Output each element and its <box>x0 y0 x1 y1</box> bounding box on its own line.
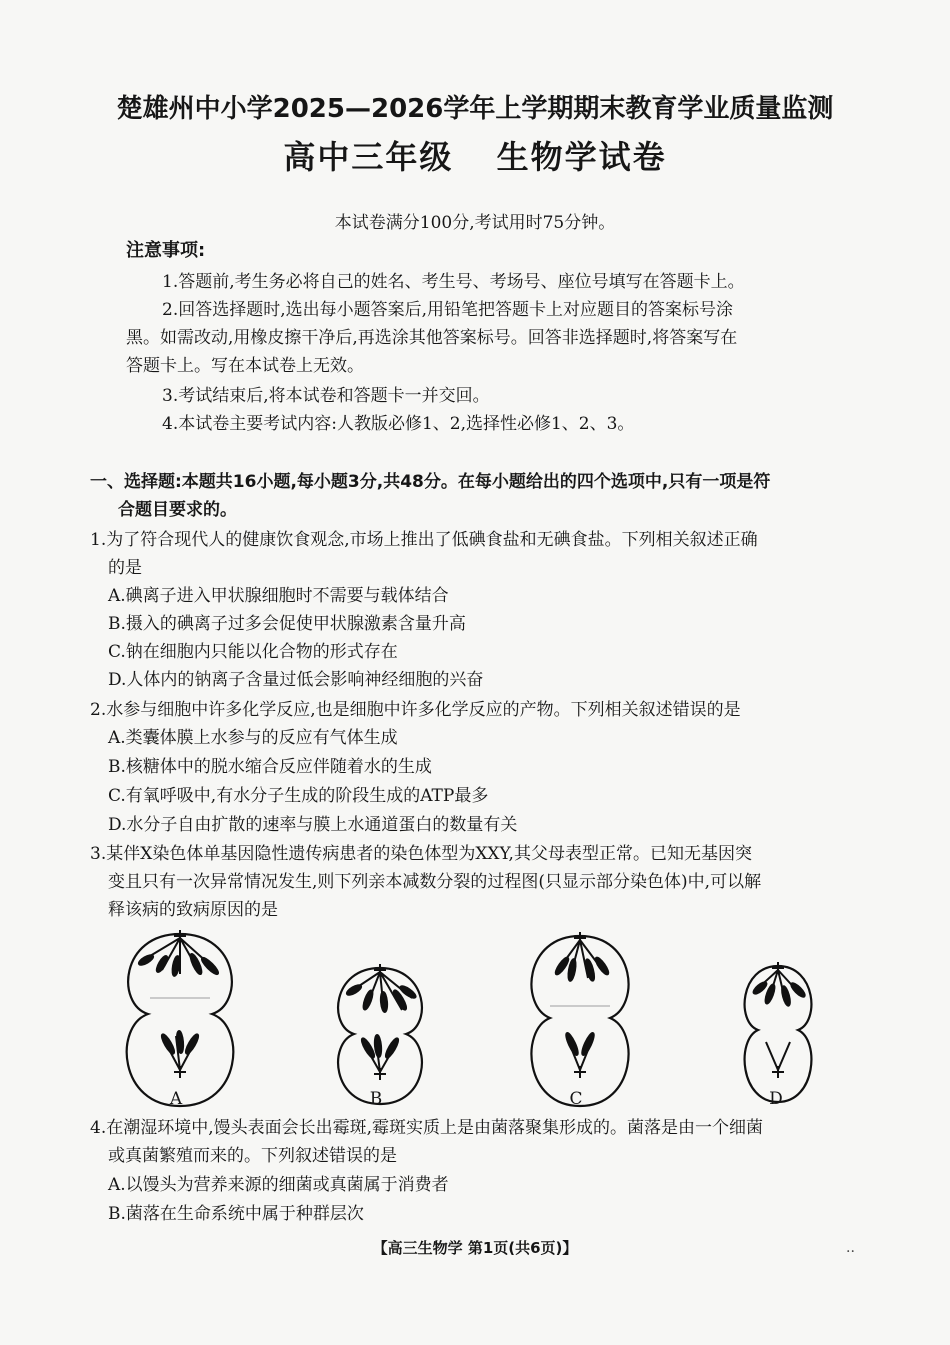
section-heading: 合题目要求的。 <box>118 500 237 520</box>
notice-line: 1.答题前,考生务必将自己的姓名、考生号、考场号、座位号填写在答题卡上。 <box>162 272 745 292</box>
cell-d-outline <box>745 966 812 1102</box>
question-stem: 2.水参与细胞中许多化学反应,也是细胞中许多化学反应的产物。下列相关叙述错误的是 <box>90 700 741 720</box>
option-a: A.类囊体膜上水参与的反应有气体生成 <box>108 728 398 748</box>
notice-heading: 注意事项: <box>126 240 206 261</box>
page-footer: 【高三生物学 第1页(共6页)】 <box>372 1239 578 1257</box>
option-a: A.以馒头为营养来源的细菌或真菌属于消费者 <box>108 1175 449 1195</box>
exam-title-line2: 高中三年级 生物学试卷 <box>283 138 667 176</box>
question-stem: 释该病的致病原因的是 <box>108 900 278 920</box>
notice-line: 3.考试结束后,将本试卷和答题卡一并交回。 <box>162 386 490 406</box>
figure-label-a: A <box>169 1089 183 1109</box>
notice-line: 2.回答选择题时,选出每小题答案后,用铅笔把答题卡上对应题目的答案标号涂 <box>162 300 734 320</box>
option-b: B.摄入的碘离子过多会促使甲状腺激素含量升高 <box>108 614 466 634</box>
option-a: A.碘离子进入甲状腺细胞时不需要与载体结合 <box>108 586 449 606</box>
figure-label-d: D <box>769 1089 783 1109</box>
option-b: B.核糖体中的脱水缩合反应伴随着水的生成 <box>108 757 432 777</box>
question-stem: 1.为了符合现代人的健康饮食观念,市场上推出了低碘食盐和无碘食盐。下列相关叙述正确 <box>90 530 758 550</box>
corner-mark: .. <box>846 1240 855 1256</box>
question-stem: 3.某伴X染色体单基因隐性遗传病患者的染色体型为XXY,其父母表型正常。已知无基因突 <box>90 844 752 864</box>
option-d: D.人体内的钠离子含量过低会影响神经细胞的兴奋 <box>108 670 484 690</box>
option-b: B.菌落在生命系统中属于种群层次 <box>108 1204 364 1224</box>
notice-line: 黑。如需改动,用橡皮擦干净后,再选涂其他答案标号。回答非选择题时,将答案写在 <box>126 328 738 348</box>
option-d: D.水分子自由扩散的速率与膜上水通道蛋白的数量有关 <box>108 815 518 835</box>
section-heading: 一、选择题:本题共16小题,每小题3分,共48分。在每小题给出的四个选项中,只有一项是符 <box>90 472 771 492</box>
notice-line: 4.本试卷主要考试内容:人教版必修1、2,选择性必修1、2、3。 <box>162 414 635 434</box>
question-stem: 的是 <box>108 558 142 578</box>
figure-label-b: B <box>369 1089 383 1109</box>
exam-subtitle: 本试卷满分100分,考试用时75分钟。 <box>334 213 616 233</box>
notice-line: 答题卡上。写在本试卷上无效。 <box>126 356 364 376</box>
figure-label-c: C <box>569 1089 583 1109</box>
question-stem: 变且只有一次异常情况发生,则下列亲本减数分裂的过程图(只显示部分染色体)中,可以解 <box>108 872 762 892</box>
option-c: C.有氧呼吸中,有水分子生成的阶段生成的ATP最多 <box>108 786 489 806</box>
option-c: C.钠在细胞内只能以化合物的形式存在 <box>108 642 398 662</box>
cell-c-outline <box>531 936 628 1106</box>
question-stem: 或真菌繁殖而来的。下列叙述错误的是 <box>108 1146 397 1166</box>
exam-title-line1: 楚雄州中小学2025—2026学年上学期期末教育学业质量监测 <box>116 94 834 124</box>
question-stem: 4.在潮湿环境中,馒头表面会长出霉斑,霉斑实质上是由菌落聚集形成的。菌落是由一个细菌 <box>90 1118 764 1138</box>
meiosis-figure <box>110 926 830 1116</box>
